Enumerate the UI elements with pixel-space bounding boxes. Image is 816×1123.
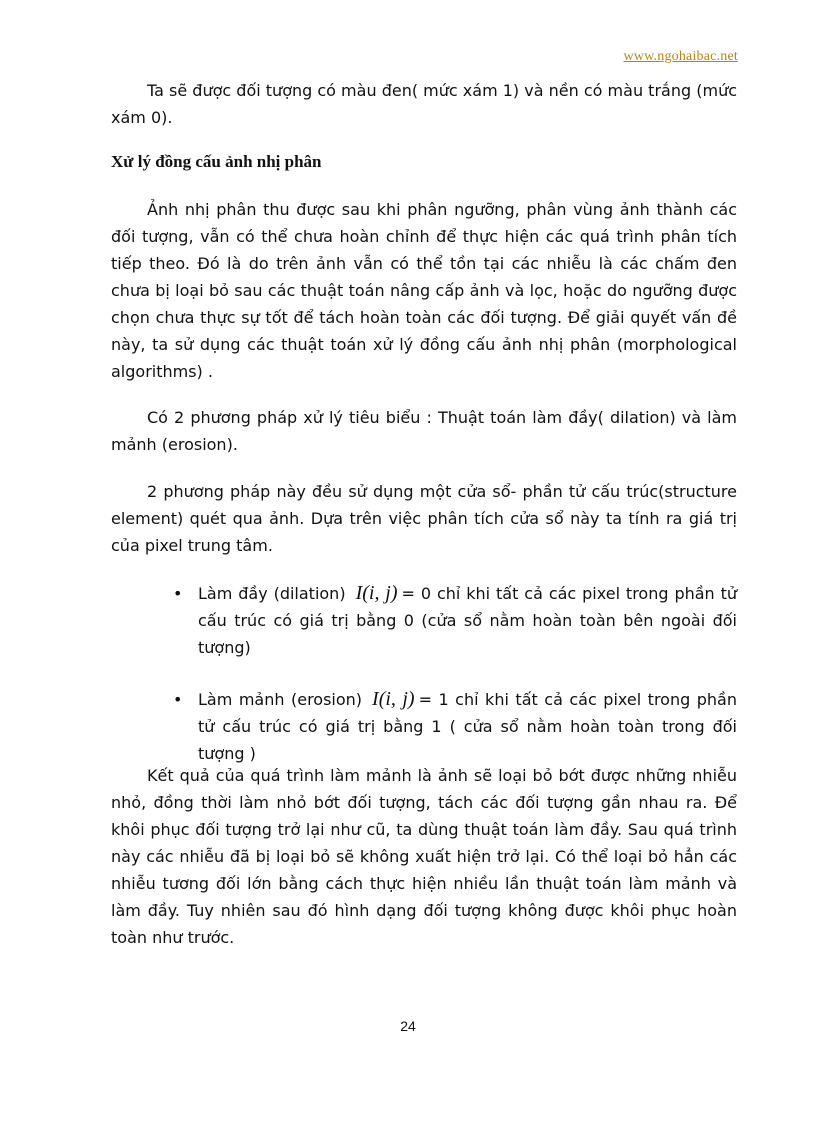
dilation-label: Làm đầy (dilation) [198, 584, 346, 603]
dilation-description: = 0 chỉ khi tất cả các pixel trong phần tử cấu trúc có giá trị bằng 0 (cửa sổ nằm hoàn toàn bên ngoài đối tượng) [198, 584, 738, 657]
paragraph-structure-element: 2 phương pháp này đều sử dụng một cửa sổ- phần tử cấu trúc(structure element) quét qua ảnh. Dựa trên việc phân tích cửa sổ này ta tính ra giá trị của pixel trung tâm. [111, 482, 737, 555]
erosion-formula: I(i, j) [372, 688, 415, 710]
page-number: 24 [400, 1018, 416, 1034]
erosion-description: = 1 chỉ khi tất cả các pixel trong phần tử cấu trúc có giá trị bằng 1 ( cửa sổ nằm hoàn toàn trong đối tượng ) [198, 690, 737, 763]
erosion-label: Làm mảnh (erosion) [198, 690, 363, 709]
paragraph-two-methods: Có 2 phương pháp xử lý tiêu biểu : Thuật toán làm đầy( dilation) và làm mảnh (erosion). [111, 408, 737, 454]
header-website-link[interactable]: www.ngohaibac.net [623, 49, 738, 64]
bullet-icon: • [173, 690, 183, 709]
intro-paragraph: Ta sẽ được đối tượng có màu đen( mức xám 1) và nền có màu trắng (mức xám 0). [111, 81, 737, 127]
dilation-formula: I(i, j) [355, 582, 398, 604]
paragraph-conclusion: Kết quả của quá trình làm mảnh là ảnh sẽ loại bỏ bớt được những nhiễu nhỏ, đồng thời làm nhỏ bớt đối tượng, tách các đối tượng gần nhau ra. Để khôi phục đối tượng trở lại như cũ, ta dùng thuật toán làm đầy. Sau quá trình này các nhiễu đã bị loại bỏ sẽ không xuất hiện trở lại. Có thể loại bỏ hẳn các nhiễu tương đối lớn bằng cách thực hiện nhiều lần thuật toán làm mảnh và làm đầy. Tuy nhiên sau đó hình dạng đối tượng không được khôi phục hoàn toàn như trước. [111, 766, 737, 947]
bullet-icon: • [173, 584, 183, 603]
section-heading: Xử lý đồng cấu ảnh nhị phân [111, 152, 322, 171]
paragraph-morphology-intro: Ảnh nhị phân thu được sau khi phân ngưỡng, phân vùng ảnh thành các đối tượng, vẫn có thể chưa hoàn chỉnh để thực hiện các quá trình phân tích tiếp theo. Đó là do trên ảnh vẫn có thể tồn tại các nhiễu là các chấm đen chưa bị loại bỏ sau các thuật toán nâng cấp ảnh và lọc, hoặc do ngưỡng được chọn chưa thực sự tốt để tách hoàn toàn các đối tượng. Để giải quyết vấn đề này, ta sử dụng các thuật toán xử lý đồng cấu ảnh nhị phân (morphological algorithms) . [111, 200, 737, 381]
